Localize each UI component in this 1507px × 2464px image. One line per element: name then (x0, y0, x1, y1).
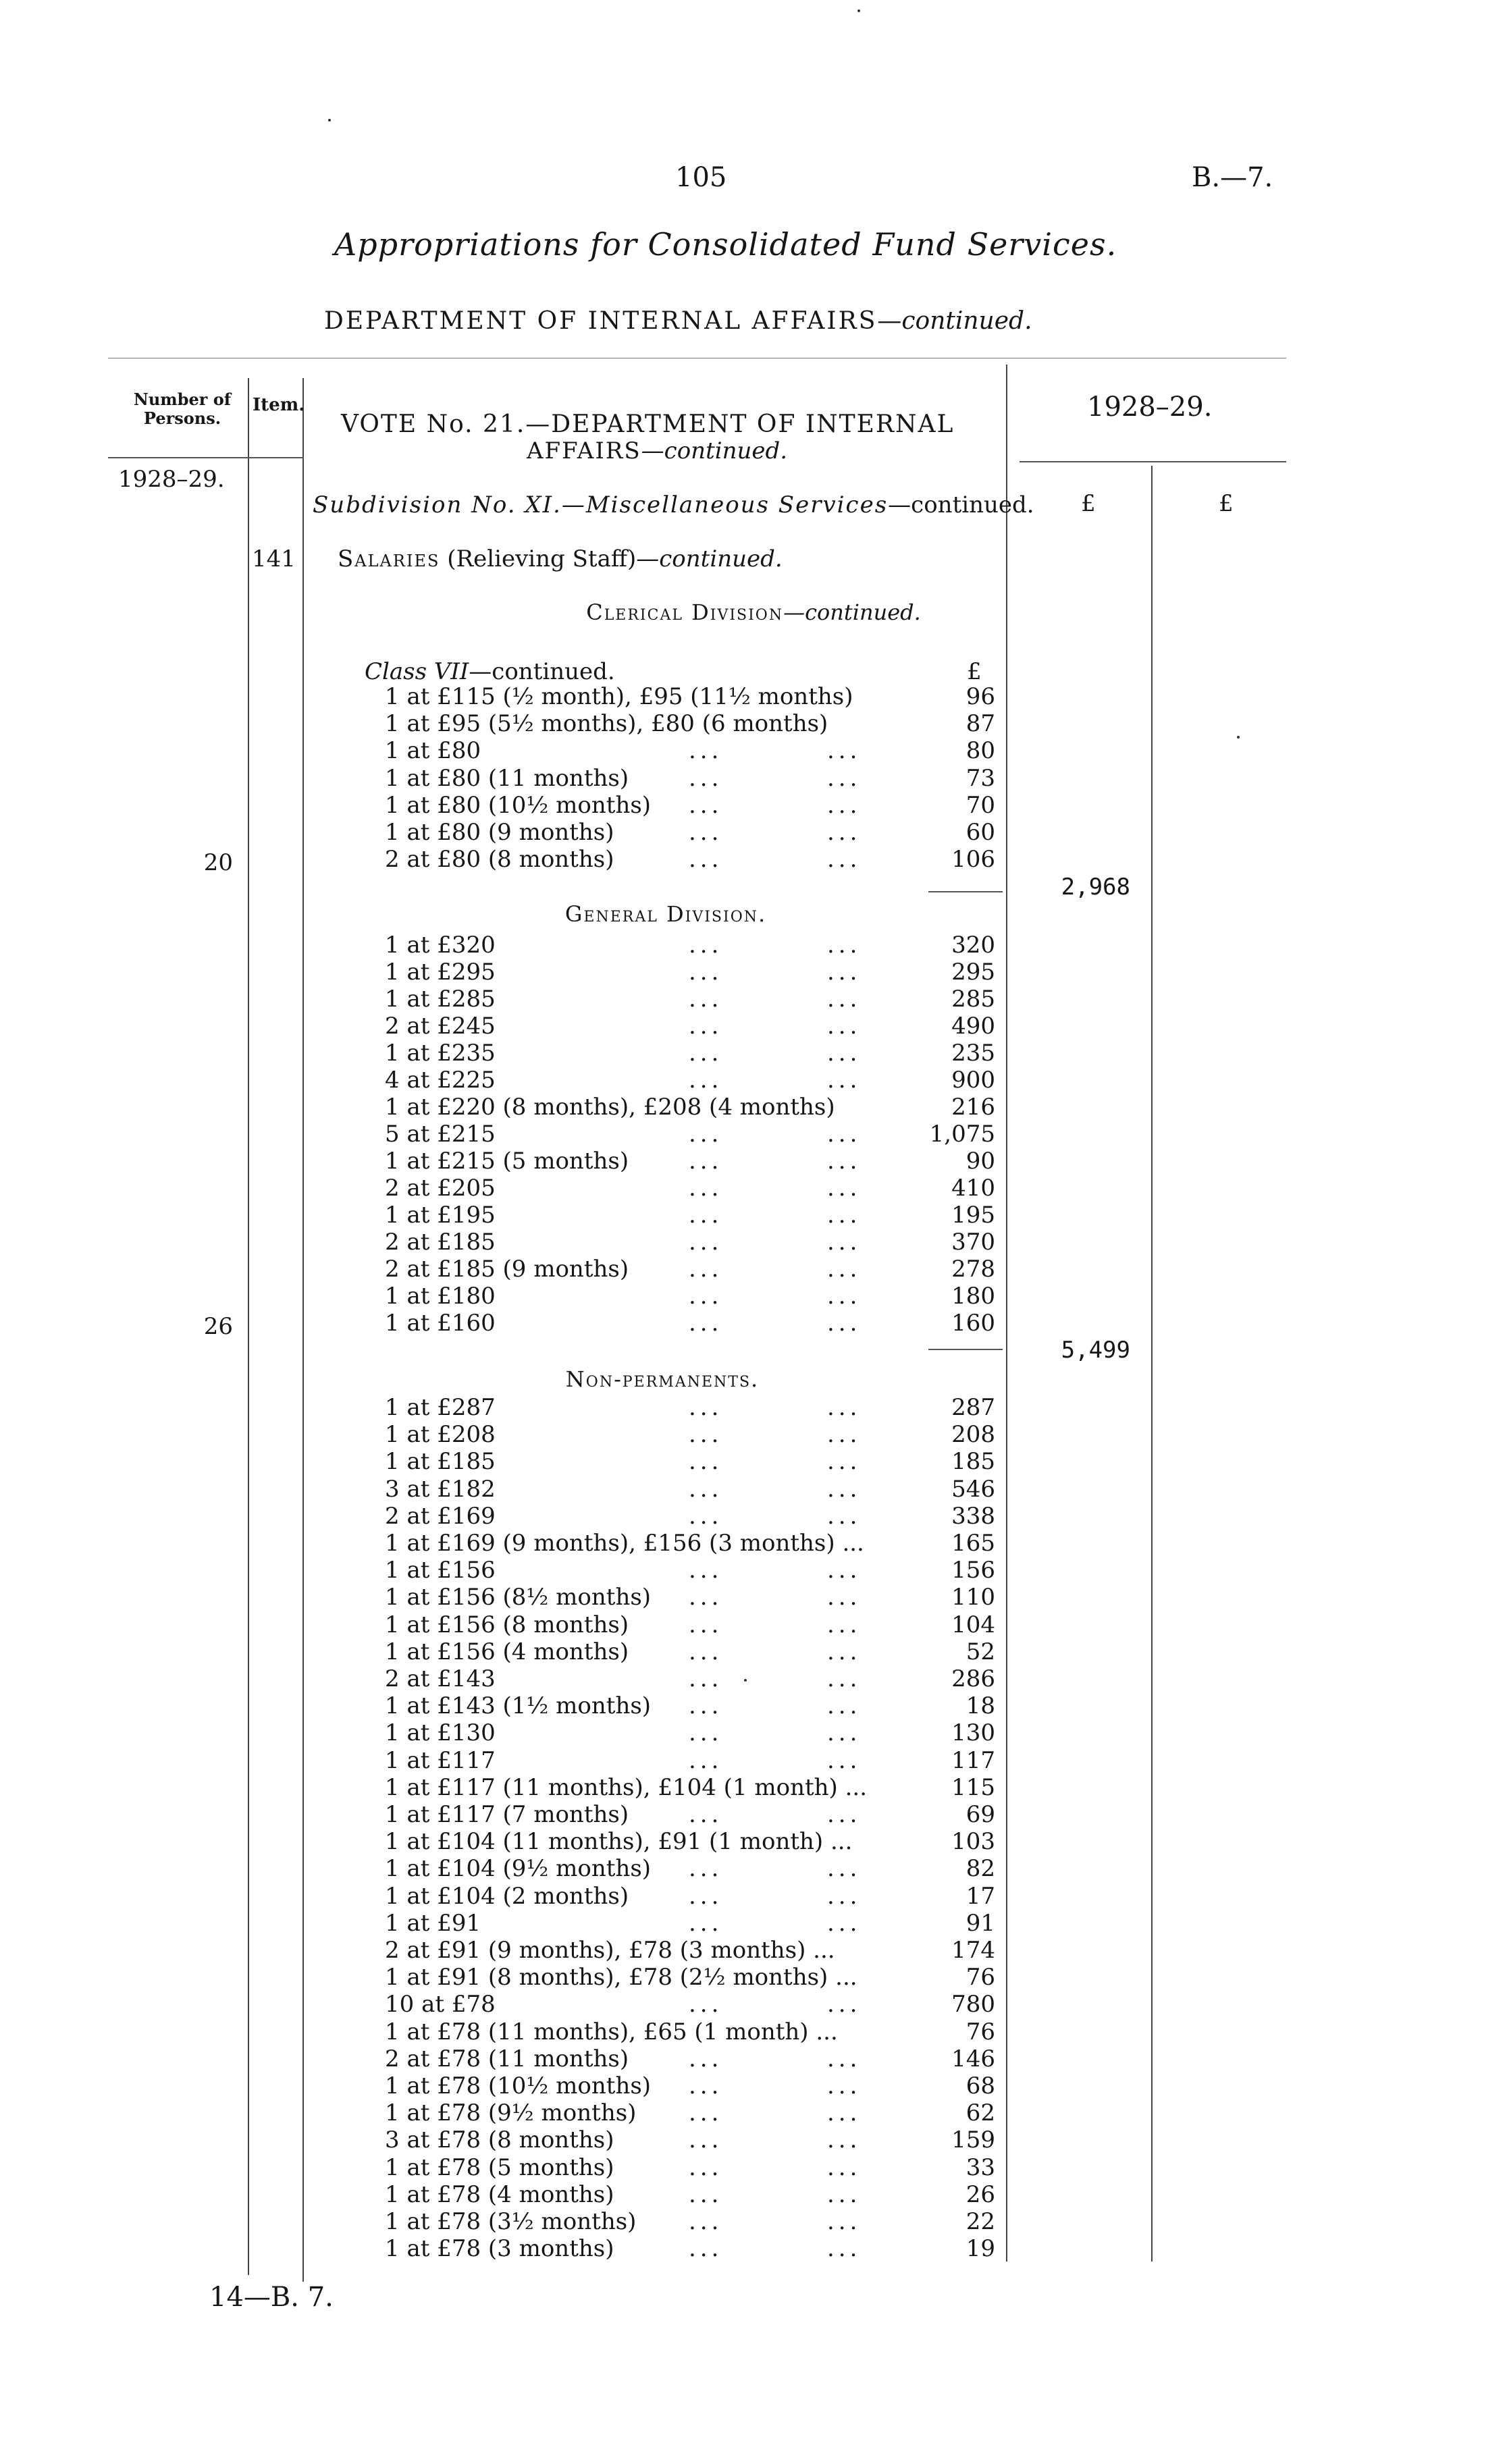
leader-dots: ... (827, 1692, 862, 1720)
leader-dots: ... (827, 1067, 862, 1094)
row-amount: 69 (966, 1801, 995, 1828)
leader-dots: ... (827, 1719, 862, 1747)
row-amount: 62 (966, 2099, 995, 2127)
general-persons: 26 (203, 1313, 233, 1340)
print-speck (744, 1679, 747, 1682)
row-description: 1 at £143 (1½ months) (385, 1692, 652, 1720)
leader-dots: ... (689, 1013, 723, 1040)
table-row (0, 932, 1507, 959)
row-amount: 546 (951, 1475, 995, 1503)
department-main: DEPARTMENT OF INTERNAL AFFAIRS (324, 307, 878, 335)
leader-dots: ... (689, 1148, 723, 1175)
leader-dots: ... (689, 1421, 723, 1449)
row-amount: 278 (951, 1256, 995, 1283)
table-row (0, 1067, 1507, 1094)
row-amount: 156 (951, 1557, 995, 1584)
row-description: 5 at £215 (385, 1121, 496, 1148)
footer-signature: 14—B. 7. (209, 2282, 334, 2313)
table-row (0, 1094, 1507, 1121)
row-amount: 780 (951, 1991, 995, 2018)
row-description: 2 at £245 (385, 1013, 496, 1040)
year-right-header: 1928–29. (1087, 392, 1213, 423)
table-row (0, 2208, 1507, 2235)
row-description: 1 at £295 (385, 959, 496, 986)
row-description: 1 at £78 (3 months) (385, 2235, 614, 2263)
leader-dots: ... (689, 2045, 723, 2072)
leader-dots: ... (827, 1283, 862, 1310)
row-amount: 287 (951, 1394, 995, 1421)
row-description: 2 at £78 (11 months) (385, 2045, 629, 2072)
row-description: 1 at £78 (11 months), £65 (1 month) ... (385, 2018, 838, 2045)
table-row (0, 1283, 1507, 1310)
clerical-heading-continued: —continued. (783, 599, 921, 625)
row-amount: 87 (966, 710, 995, 738)
leader-dots: ... (827, 1394, 862, 1421)
table-row (0, 2235, 1507, 2262)
row-amount: 106 (951, 846, 995, 874)
leader-dots: ... (689, 1121, 723, 1148)
leader-dots: ... (689, 2153, 723, 2181)
leader-dots: ... (827, 2208, 862, 2235)
clerical-heading-label: Clerical Division (586, 599, 784, 625)
row-amount: 195 (951, 1202, 995, 1229)
leader-dots: ... (689, 1448, 723, 1476)
leader-dots: ... (827, 1013, 862, 1040)
item-header: Item. (253, 395, 305, 415)
header-rule-persons (108, 457, 250, 458)
table-row (0, 1828, 1507, 1855)
page-number: 105 (675, 162, 727, 193)
leader-dots: ... (827, 1448, 862, 1476)
table-row (0, 1883, 1507, 1910)
salaries-rest: (Relieving Staff) (440, 545, 637, 572)
table-row (0, 1148, 1507, 1175)
salaries-label: Salaries (338, 545, 440, 572)
leader-dots: ... (827, 1584, 862, 1611)
clerical-persons: 20 (203, 849, 233, 876)
leader-dots: ... (827, 1121, 862, 1148)
subdivision-continued: —continued. (888, 491, 1034, 518)
row-description: 1 at £115 (½ month), £95 (11½ months) (385, 683, 853, 710)
row-amount: 216 (951, 1094, 995, 1121)
row-description: 1 at £78 (9½ months) (385, 2099, 637, 2127)
row-amount: 103 (951, 1828, 995, 1856)
row-amount: 33 (966, 2153, 995, 2181)
table-row (0, 1013, 1507, 1040)
row-amount: 338 (951, 1502, 995, 1530)
general-heading-label: General Division. (564, 901, 767, 927)
table-row (0, 792, 1507, 819)
leader-dots: ... (689, 2099, 723, 2127)
department-heading (324, 307, 1032, 335)
table-row (0, 1611, 1507, 1638)
row-amount: 410 (951, 1175, 995, 1202)
table-row (0, 2126, 1507, 2153)
row-description: 2 at £205 (385, 1175, 496, 1202)
leader-dots: ... (827, 1638, 862, 1665)
salaries-continued: —continued. (636, 545, 783, 572)
row-amount: 90 (966, 1148, 995, 1175)
leader-dots: ... (689, 1719, 723, 1747)
row-amount: 180 (951, 1283, 995, 1310)
leader-dots: ... (689, 2126, 723, 2154)
row-description: 1 at £320 (385, 932, 496, 959)
table-row (0, 2099, 1507, 2126)
header-rule-year (1020, 461, 1286, 462)
table-row (0, 1040, 1507, 1067)
leader-dots: ... (689, 1665, 723, 1692)
leader-dots: ... (827, 2180, 862, 2208)
row-amount: 19 (966, 2235, 995, 2263)
leader-dots: ... (827, 1557, 862, 1584)
row-amount: 22 (966, 2208, 995, 2235)
leader-dots: ... (689, 1310, 723, 1337)
leader-dots: ... (689, 1638, 723, 1665)
row-amount: 235 (951, 1040, 995, 1067)
row-amount: 295 (951, 959, 995, 986)
row-description: 1 at £220 (8 months), £208 (4 months) (385, 1094, 835, 1121)
table-row (0, 1256, 1507, 1283)
subdivision-heading (313, 491, 1034, 518)
leader-dots: ... (827, 2235, 862, 2263)
leader-dots: ... (689, 1692, 723, 1720)
row-description: 2 at £185 (385, 1229, 496, 1256)
leader-dots: ... (689, 1909, 723, 1937)
leader-dots: ... (689, 2180, 723, 2208)
leader-dots: ... (827, 1421, 862, 1449)
leader-dots: ... (827, 1256, 862, 1283)
row-description: 1 at £104 (9½ months) (385, 1855, 652, 1883)
table-row (0, 2154, 1507, 2181)
class-vii-label (365, 658, 615, 685)
table-row (0, 1991, 1507, 2018)
leader-dots: ... (689, 1229, 723, 1256)
leader-dots: ... (827, 1665, 862, 1692)
row-description: 2 at £80 (8 months) (385, 846, 614, 874)
table-row (0, 959, 1507, 986)
row-amount: 17 (966, 1882, 995, 1910)
row-amount: 370 (951, 1229, 995, 1256)
leader-dots: ... (827, 791, 862, 819)
leader-dots: ... (689, 1475, 723, 1503)
leader-dots: ... (689, 959, 723, 986)
leader-dots: ... (689, 1283, 723, 1310)
row-description: 1 at £156 (385, 1557, 496, 1584)
row-description: 10 at £78 (385, 1991, 496, 2018)
subdivision-title: Subdivision No. XI.—Miscellaneous Services (313, 491, 889, 518)
row-description: 1 at £104 (2 months) (385, 1882, 629, 1910)
table-row (0, 765, 1507, 792)
table-row (0, 1229, 1507, 1256)
print-speck (857, 9, 860, 12)
item-number: 141 (252, 545, 296, 572)
department-continued: —continued. (877, 307, 1032, 335)
row-amount: 96 (966, 683, 995, 710)
row-amount: 68 (966, 2072, 995, 2099)
doc-reference: B.—7. (1192, 162, 1273, 193)
print-speck (328, 119, 331, 122)
row-description: 2 at £143 (385, 1665, 496, 1692)
leader-dots: ... (827, 986, 862, 1013)
leader-dots: ... (827, 2072, 862, 2099)
leader-dots: ... (827, 1611, 862, 1638)
row-description: 1 at £287 (385, 1394, 496, 1421)
leader-dots: ... (689, 986, 723, 1013)
vote-title-line2: AFFAIRS (527, 437, 641, 464)
row-amount: 76 (966, 2018, 995, 2045)
leader-dots: ... (689, 737, 723, 765)
table-row (0, 737, 1507, 764)
pound-header-amount: £ (1081, 490, 1096, 517)
table-row (0, 1937, 1507, 1964)
row-description: 1 at £156 (8 months) (385, 1611, 629, 1638)
table-row (0, 1202, 1507, 1229)
print-speck (1237, 736, 1240, 739)
leader-dots: ... (689, 1746, 723, 1774)
row-amount: 208 (951, 1421, 995, 1449)
row-description: 1 at £91 (8 months), £78 (2½ months) ... (385, 1964, 857, 1991)
leader-dots: ... (689, 1202, 723, 1229)
row-description: 1 at £80 (9 months) (385, 819, 614, 846)
table-row (0, 1801, 1507, 1828)
leader-dots: ... (689, 2235, 723, 2263)
row-description: 1 at £104 (11 months), £91 (1 month) ... (385, 1828, 853, 1856)
table-row (0, 819, 1507, 846)
pound-header-total: £ (1219, 490, 1234, 517)
clerical-sum-rule (928, 891, 1003, 892)
table-row (0, 1665, 1507, 1692)
row-amount: 1,075 (929, 1121, 995, 1148)
leader-dots: ... (827, 932, 862, 959)
leader-dots: ... (689, 819, 723, 846)
row-description: 1 at £78 (5 months) (385, 2153, 614, 2181)
row-description: 1 at £80 (11 months) (385, 764, 629, 792)
row-amount: 80 (966, 737, 995, 765)
clerical-total: 2,968 (1061, 874, 1130, 901)
leader-dots: ... (689, 1256, 723, 1283)
row-description: 2 at £169 (385, 1502, 496, 1530)
row-amount: 320 (951, 932, 995, 959)
row-amount: 26 (966, 2180, 995, 2208)
row-description: 1 at £215 (5 months) (385, 1148, 629, 1175)
row-amount: 60 (966, 819, 995, 846)
table-row (0, 2045, 1507, 2072)
clerical-pound-sign: £ (967, 658, 982, 685)
row-description: 1 at £180 (385, 1283, 496, 1310)
table-row (0, 1448, 1507, 1475)
row-description: 2 at £91 (9 months), £78 (3 months) ... (385, 1937, 835, 1964)
leader-dots: ... (827, 1502, 862, 1530)
leader-dots: ... (689, 764, 723, 792)
row-description: 1 at £80 (385, 737, 481, 765)
leader-dots: ... (827, 1175, 862, 1202)
row-amount: 110 (951, 1584, 995, 1611)
leader-dots: ... (689, 846, 723, 874)
row-description: 1 at £117 (385, 1746, 496, 1774)
general-total: 5,499 (1061, 1337, 1130, 1364)
table-row (0, 1692, 1507, 1719)
page-title: Appropriations for Consolidated Fund Services. (334, 226, 1117, 263)
non-permanents-label: Non-permanents. (565, 1366, 760, 1392)
row-amount: 286 (951, 1665, 995, 1692)
leader-dots: ... (689, 1040, 723, 1067)
leader-dots: ... (827, 1746, 862, 1774)
row-amount: 115 (951, 1773, 995, 1801)
table-row (0, 1964, 1507, 1991)
row-description: 1 at £156 (4 months) (385, 1638, 629, 1665)
row-description: 1 at £130 (385, 1719, 496, 1747)
row-amount: 70 (966, 791, 995, 819)
year-left-header: 1928–29. (118, 466, 225, 493)
leader-dots: ... (827, 2099, 862, 2127)
table-row (0, 1719, 1507, 1746)
table-row (0, 2072, 1507, 2099)
table-row (0, 1121, 1507, 1148)
leader-dots: ... (827, 1855, 862, 1883)
row-amount: 18 (966, 1692, 995, 1720)
leader-dots: ... (827, 1909, 862, 1937)
row-description: 1 at £95 (5½ months), £80 (6 months) (385, 710, 828, 738)
leader-dots: ... (689, 1067, 723, 1094)
leader-dots: ... (689, 1801, 723, 1828)
leader-dots: ... (689, 1991, 723, 2018)
number-of-persons-header: Number of Persons. (133, 390, 232, 428)
leader-dots: ... (689, 1882, 723, 1910)
general-division-heading (0, 901, 1419, 927)
class-label: Class VII (365, 658, 469, 685)
clerical-division-heading (0, 599, 1507, 625)
row-description: 1 at £78 (4 months) (385, 2180, 614, 2208)
row-amount: 130 (951, 1719, 995, 1747)
row-description: 1 at £160 (385, 1310, 496, 1337)
salaries-heading (338, 545, 783, 572)
table-row (0, 683, 1507, 710)
row-amount: 76 (966, 1964, 995, 1991)
leader-dots: ... (827, 1229, 862, 1256)
table-row (0, 2181, 1507, 2208)
leader-dots: ... (689, 2072, 723, 2099)
table-row (0, 986, 1507, 1013)
leader-dots: ... (689, 2208, 723, 2235)
leader-dots: ... (689, 1394, 723, 1421)
row-amount: 185 (951, 1448, 995, 1476)
leader-dots: ... (827, 1148, 862, 1175)
general-sum-rule (928, 1349, 1003, 1350)
vote-title-continued (527, 437, 787, 464)
table-row (0, 1774, 1507, 1801)
leader-dots: ... (689, 791, 723, 819)
leader-dots: ... (689, 1175, 723, 1202)
row-amount: 117 (951, 1746, 995, 1774)
row-description: 1 at £185 (385, 1448, 496, 1476)
row-description: 1 at £208 (385, 1421, 496, 1449)
row-description: 1 at £78 (10½ months) (385, 2072, 652, 2099)
table-row (0, 1476, 1507, 1503)
table-row (0, 1747, 1507, 1774)
non-permanents-heading (0, 1366, 1416, 1392)
row-description: 1 at £78 (3½ months) (385, 2208, 637, 2235)
row-amount: 165 (951, 1530, 995, 1557)
leader-dots: ... (827, 959, 862, 986)
table-row (0, 1855, 1507, 1882)
leader-dots: ... (689, 1502, 723, 1530)
leader-dots: ... (827, 764, 862, 792)
row-description: 1 at £285 (385, 986, 496, 1013)
leader-dots: ... (689, 1557, 723, 1584)
row-amount: 104 (951, 1611, 995, 1638)
leader-dots: ... (827, 1991, 862, 2018)
vote-title: VOTE No. 21.—DEPARTMENT OF INTERNAL (341, 410, 955, 438)
table-row (0, 1557, 1507, 1584)
leader-dots: ... (827, 1040, 862, 1067)
row-amount: 160 (951, 1310, 995, 1337)
leader-dots: ... (827, 1202, 862, 1229)
table-row (0, 1421, 1507, 1448)
table-row (0, 1584, 1507, 1611)
row-description: 1 at £91 (385, 1909, 481, 1937)
leader-dots: ... (827, 1310, 862, 1337)
leader-dots: ... (827, 2126, 862, 2154)
table-row (0, 1394, 1507, 1421)
table-row (0, 1638, 1507, 1665)
row-description: 1 at £235 (385, 1040, 496, 1067)
leader-dots: ... (827, 2153, 862, 2181)
header-rule-item (250, 457, 304, 458)
table-row (0, 1175, 1507, 1202)
row-amount: 82 (966, 1855, 995, 1883)
row-amount: 73 (966, 764, 995, 792)
row-description: 1 at £156 (8½ months) (385, 1584, 652, 1611)
class-continued: —continued. (469, 658, 615, 685)
leader-dots: ... (827, 2045, 862, 2072)
leader-dots: ... (827, 846, 862, 874)
row-description: 3 at £182 (385, 1475, 496, 1503)
leader-dots: ... (689, 1855, 723, 1883)
row-description: 1 at £80 (10½ months) (385, 791, 652, 819)
row-description: 1 at £117 (11 months), £104 (1 month) ... (385, 1773, 868, 1801)
table-row (0, 710, 1507, 737)
leader-dots: ... (689, 1611, 723, 1638)
table-row (0, 2018, 1507, 2045)
leader-dots: ... (827, 737, 862, 765)
row-description: 4 at £225 (385, 1067, 496, 1094)
row-amount: 146 (951, 2045, 995, 2072)
vote-title-line2-cont: —continued. (641, 437, 788, 464)
row-amount: 159 (951, 2126, 995, 2154)
row-description: 1 at £117 (7 months) (385, 1801, 629, 1828)
table-row (0, 1530, 1507, 1557)
leader-dots: ... (827, 819, 862, 846)
row-amount: 490 (951, 1013, 995, 1040)
row-amount: 91 (966, 1909, 995, 1937)
leader-dots: ... (689, 932, 723, 959)
row-description: 2 at £185 (9 months) (385, 1256, 629, 1283)
row-description: 1 at £169 (9 months), £156 (3 months) ... (385, 1530, 864, 1557)
row-amount: 900 (951, 1067, 995, 1094)
row-amount: 285 (951, 986, 995, 1013)
row-amount: 52 (966, 1638, 995, 1665)
leader-dots: ... (827, 1801, 862, 1828)
table-row (0, 1910, 1507, 1937)
leader-dots: ... (827, 1475, 862, 1503)
leader-dots: ... (827, 1882, 862, 1910)
row-description: 3 at £78 (8 months) (385, 2126, 614, 2154)
leader-dots: ... (689, 1584, 723, 1611)
table-row (0, 1503, 1507, 1530)
row-description: 1 at £195 (385, 1202, 496, 1229)
row-amount: 174 (951, 1937, 995, 1964)
